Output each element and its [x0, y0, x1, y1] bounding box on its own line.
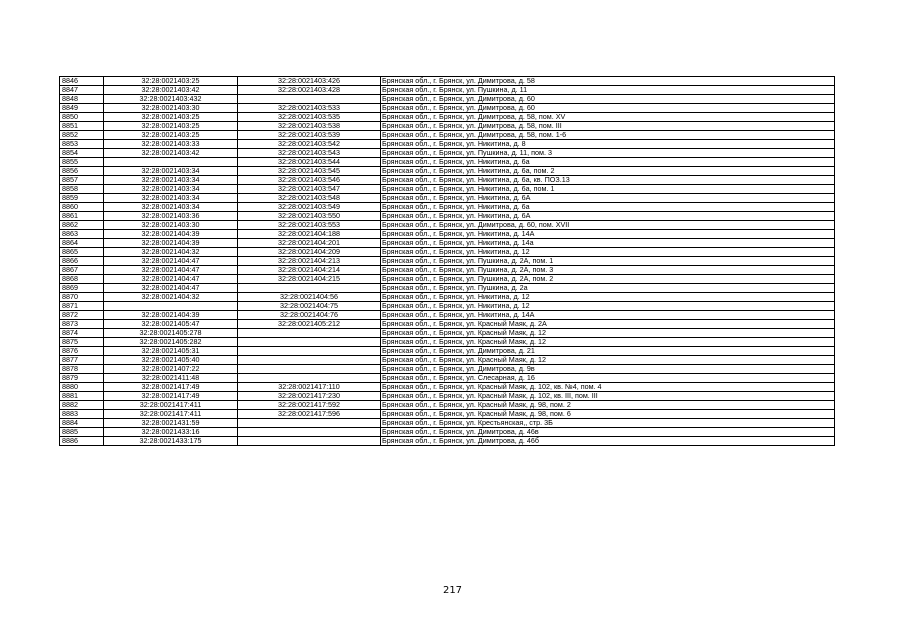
object-cadastral-number-cell: 32:28:0021403:533	[238, 104, 381, 113]
address-cell: Брянская обл., г. Брянск, ул. Пушкина, д. 2а	[381, 284, 835, 293]
table-row	[60, 311, 835, 320]
table-row	[60, 401, 835, 410]
object-cadastral-number-cell: 32:28:0021404:75	[238, 302, 381, 311]
address-cell: Брянская обл., г. Брянск, ул. Никитина, д. 6а	[381, 203, 835, 212]
cadastral-quarter-cell: 32:28:0021404:39	[104, 239, 238, 248]
object-cadastral-number-cell: 32:28:0021417:230	[238, 392, 381, 401]
object-cadastral-number-cell: 32:28:0021403:543	[238, 149, 381, 158]
address-cell: Брянская обл., г. Брянск, ул. Никитина, д. 14А	[381, 311, 835, 320]
address-cell: Брянская обл., г. Брянск, ул. Пушкина, д. 11, пом. 3	[381, 149, 835, 158]
table-row	[60, 149, 835, 158]
cadastral-quarter-cell: 32:28:0021404:32	[104, 248, 238, 257]
address-cell: Брянская обл., г. Брянск, ул. Никитина, д. 12	[381, 248, 835, 257]
address-cell: Брянская обл., г. Брянск, ул. Димитрова, д. 58, пом. 1-6	[381, 131, 835, 140]
cadastral-quarter-cell: 32:28:0021405:282	[104, 338, 238, 347]
object-cadastral-number-cell	[238, 338, 381, 347]
object-cadastral-number-cell: 32:28:0021403:548	[238, 194, 381, 203]
cadastral-quarter-cell: 32:28:0021417:49	[104, 392, 238, 401]
row-number-cell: 8876	[60, 347, 104, 356]
address-cell: Брянская обл., г. Брянск, ул. Красный Маяк, д. 98, пом. 2	[381, 401, 835, 410]
row-number-cell: 8849	[60, 104, 104, 113]
row-number-cell: 8855	[60, 158, 104, 167]
object-cadastral-number-cell: 32:28:0021403:549	[238, 203, 381, 212]
row-number-cell: 8869	[60, 284, 104, 293]
table-row	[60, 392, 835, 401]
table-row	[60, 293, 835, 302]
cadastral-quarter-cell: 32:28:0021404:39	[104, 230, 238, 239]
address-cell: Брянская обл., г. Брянск, ул. Красный Маяк, д. 12	[381, 356, 835, 365]
address-cell: Брянская обл., г. Брянск, ул. Никитина, д. 6А	[381, 194, 835, 203]
address-cell: Брянская обл., г. Брянск, ул. Димитрова, д. 58, пом. XV	[381, 113, 835, 122]
table-row	[60, 221, 835, 230]
row-number-cell: 8852	[60, 131, 104, 140]
object-cadastral-number-cell	[238, 347, 381, 356]
cadastral-quarter-cell: 32:28:0021403:34	[104, 203, 238, 212]
row-number-cell: 8854	[60, 149, 104, 158]
object-cadastral-number-cell: 32:28:0021403:544	[238, 158, 381, 167]
row-number-cell: 8885	[60, 428, 104, 437]
row-number-cell: 8873	[60, 320, 104, 329]
row-number-cell: 8881	[60, 392, 104, 401]
table-row	[60, 86, 835, 95]
cadastral-quarter-cell: 32:28:0021405:278	[104, 329, 238, 338]
table-row	[60, 176, 835, 185]
row-number-cell: 8851	[60, 122, 104, 131]
row-number-cell: 8860	[60, 203, 104, 212]
address-cell: Брянская обл., г. Брянск, ул. Никитина, д. 14а	[381, 239, 835, 248]
object-cadastral-number-cell: 32:28:0021404:76	[238, 311, 381, 320]
cadastral-quarter-cell: 32:28:0021403:34	[104, 167, 238, 176]
table-row	[60, 302, 835, 311]
table-row	[60, 374, 835, 383]
registry-table-body	[60, 77, 835, 446]
row-number-cell: 8862	[60, 221, 104, 230]
cadastral-quarter-cell: 32:28:0021403:34	[104, 185, 238, 194]
cadastral-quarter-cell: 32:28:0021433:175	[104, 437, 238, 446]
cadastral-quarter-cell: 32:28:0021403:30	[104, 221, 238, 230]
row-number-cell: 8875	[60, 338, 104, 347]
table-row	[60, 113, 835, 122]
row-number-cell: 8882	[60, 401, 104, 410]
address-cell: Брянская обл., г. Брянск, ул. Никитина, д. 14А	[381, 230, 835, 239]
table-row	[60, 158, 835, 167]
row-number-cell: 8858	[60, 185, 104, 194]
table-row	[60, 365, 835, 374]
table-row	[60, 185, 835, 194]
cadastral-quarter-cell: 32:28:0021404:47	[104, 257, 238, 266]
table-row	[60, 410, 835, 419]
table-row	[60, 77, 835, 86]
cadastral-quarter-cell: 32:28:0021405:40	[104, 356, 238, 365]
table-row	[60, 419, 835, 428]
object-cadastral-number-cell: 32:28:0021417:110	[238, 383, 381, 392]
row-number-cell: 8871	[60, 302, 104, 311]
table-row	[60, 428, 835, 437]
cadastral-quarter-cell: 32:28:0021417:49	[104, 383, 238, 392]
address-cell: Брянская обл., г. Брянск, ул. Красный Маяк, д. 12	[381, 329, 835, 338]
address-cell: Брянская обл., г. Брянск, ул. Пушкина, д. 2А, пом. 1	[381, 257, 835, 266]
object-cadastral-number-cell: 32:28:0021403:542	[238, 140, 381, 149]
table-row	[60, 95, 835, 104]
cadastral-quarter-cell: 32:28:0021403:25	[104, 131, 238, 140]
object-cadastral-number-cell: 32:28:0021403:546	[238, 176, 381, 185]
address-cell: Брянская обл., г. Брянск, ул. Димитрова, д. 58	[381, 77, 835, 86]
row-number-cell: 8877	[60, 356, 104, 365]
address-cell: Брянская обл., г. Брянск, ул. Димитрова, д. 60, пом. XVII	[381, 221, 835, 230]
row-number-cell: 8856	[60, 167, 104, 176]
row-number-cell: 8868	[60, 275, 104, 284]
cadastral-quarter-cell	[104, 158, 238, 167]
table-row	[60, 284, 835, 293]
cadastral-quarter-cell: 32:28:0021403:432	[104, 95, 238, 104]
row-number-cell: 8884	[60, 419, 104, 428]
row-number-cell: 8880	[60, 383, 104, 392]
row-number-cell: 8872	[60, 311, 104, 320]
row-number-cell: 8878	[60, 365, 104, 374]
row-number-cell: 8859	[60, 194, 104, 203]
address-cell: Брянская обл., г. Брянск, ул. Димитрова, д. 60	[381, 104, 835, 113]
object-cadastral-number-cell	[238, 437, 381, 446]
address-cell: Брянская обл., г. Брянск, ул. Димитрова, д. 9в	[381, 365, 835, 374]
cadastral-quarter-cell: 32:28:0021403:42	[104, 149, 238, 158]
object-cadastral-number-cell: 32:28:0021403:426	[238, 77, 381, 86]
table-row	[60, 266, 835, 275]
object-cadastral-number-cell: 32:28:0021403:553	[238, 221, 381, 230]
row-number-cell: 8857	[60, 176, 104, 185]
cadastral-quarter-cell: 32:28:0021433:16	[104, 428, 238, 437]
address-cell: Брянская обл., г. Брянск, ул. Пушкина, д. 11	[381, 86, 835, 95]
object-cadastral-number-cell	[238, 428, 381, 437]
cadastral-quarter-cell: 32:28:0021404:47	[104, 266, 238, 275]
cadastral-quarter-cell: 32:28:0021403:34	[104, 194, 238, 203]
object-cadastral-number-cell: 32:28:0021417:596	[238, 410, 381, 419]
table-row	[60, 437, 835, 446]
object-cadastral-number-cell: 32:28:0021404:214	[238, 266, 381, 275]
object-cadastral-number-cell: 32:28:0021405:212	[238, 320, 381, 329]
address-cell: Брянская обл., г. Брянск, ул. Пушкина, д. 2А, пом. 3	[381, 266, 835, 275]
address-cell: Брянская обл., г. Брянск, ул. Красный Маяк, д. 2А	[381, 320, 835, 329]
address-cell: Брянская обл., г. Брянск, ул. Красный Маяк, д. 102, кв. №4, пом. 4	[381, 383, 835, 392]
cadastral-quarter-cell: 32:28:0021407:22	[104, 365, 238, 374]
object-cadastral-number-cell: 32:28:0021404:201	[238, 239, 381, 248]
row-number-cell: 8848	[60, 95, 104, 104]
address-cell: Брянская обл., г. Брянск, ул. Димитрова, д. 58, пом. III	[381, 122, 835, 131]
registry-table	[59, 76, 835, 446]
cadastral-quarter-cell: 32:28:0021404:47	[104, 275, 238, 284]
cadastral-quarter-cell: 32:28:0021411:48	[104, 374, 238, 383]
cadastral-quarter-cell: 32:28:0021403:34	[104, 176, 238, 185]
table-row	[60, 275, 835, 284]
address-cell: Брянская обл., г. Брянск, ул. Димитрова, д. 60	[381, 95, 835, 104]
object-cadastral-number-cell: 32:28:0021404:188	[238, 230, 381, 239]
row-number-cell: 8863	[60, 230, 104, 239]
table-row	[60, 140, 835, 149]
cadastral-quarter-cell	[104, 302, 238, 311]
page-number: 217	[442, 585, 463, 596]
object-cadastral-number-cell: 32:28:0021403:545	[238, 167, 381, 176]
address-cell: Брянская обл., г. Брянск, ул. Никитина, д. 6а, кв. ПОЗ.13	[381, 176, 835, 185]
cadastral-quarter-cell: 32:28:0021403:25	[104, 122, 238, 131]
table-row	[60, 248, 835, 257]
address-cell: Брянская обл., г. Брянск, ул. Никитина, д. 6А	[381, 212, 835, 221]
address-cell: Брянская обл., г. Брянск, ул. Никитина, д. 6а, пом. 2	[381, 167, 835, 176]
object-cadastral-number-cell: 32:28:0021404:56	[238, 293, 381, 302]
cadastral-quarter-cell: 32:28:0021403:25	[104, 77, 238, 86]
cadastral-quarter-cell: 32:28:0021417:411	[104, 401, 238, 410]
address-cell: Брянская обл., г. Брянск, ул. Слесарная, д. 16	[381, 374, 835, 383]
table-row	[60, 329, 835, 338]
object-cadastral-number-cell: 32:28:0021404:215	[238, 275, 381, 284]
table-row	[60, 356, 835, 365]
object-cadastral-number-cell: 32:28:0021417:592	[238, 401, 381, 410]
row-number-cell: 8886	[60, 437, 104, 446]
object-cadastral-number-cell	[238, 95, 381, 104]
object-cadastral-number-cell: 32:28:0021404:209	[238, 248, 381, 257]
address-cell: Брянская обл., г. Брянск, ул. Красный Маяк, д. 12	[381, 338, 835, 347]
row-number-cell: 8866	[60, 257, 104, 266]
row-number-cell: 8846	[60, 77, 104, 86]
object-cadastral-number-cell	[238, 365, 381, 374]
address-cell: Брянская обл., г. Брянск, ул. Крестьянская,, стр. 3Б	[381, 419, 835, 428]
table-row	[60, 239, 835, 248]
address-cell: Брянская обл., г. Брянск, ул. Димитрова, д. 21	[381, 347, 835, 356]
table-row	[60, 122, 835, 131]
row-number-cell: 8870	[60, 293, 104, 302]
object-cadastral-number-cell: 32:28:0021403:538	[238, 122, 381, 131]
cadastral-quarter-cell: 32:28:0021405:31	[104, 347, 238, 356]
address-cell: Брянская обл., г. Брянск, ул. Никитина, д. 12	[381, 293, 835, 302]
cadastral-quarter-cell: 32:28:0021403:36	[104, 212, 238, 221]
cadastral-quarter-cell: 32:28:0021403:42	[104, 86, 238, 95]
cadastral-quarter-cell: 32:28:0021403:25	[104, 113, 238, 122]
table-row	[60, 347, 835, 356]
address-cell: Брянская обл., г. Брянск, ул. Пушкина, д. 2А, пом. 2	[381, 275, 835, 284]
row-number-cell: 8853	[60, 140, 104, 149]
table-row	[60, 230, 835, 239]
row-number-cell: 8883	[60, 410, 104, 419]
object-cadastral-number-cell: 32:28:0021403:539	[238, 131, 381, 140]
cadastral-quarter-cell: 32:28:0021417:411	[104, 410, 238, 419]
address-cell: Брянская обл., г. Брянск, ул. Димитрова, д. 46в	[381, 428, 835, 437]
row-number-cell: 8874	[60, 329, 104, 338]
cadastral-quarter-cell: 32:28:0021404:39	[104, 311, 238, 320]
table-row	[60, 257, 835, 266]
table-row	[60, 338, 835, 347]
object-cadastral-number-cell	[238, 374, 381, 383]
table-row	[60, 320, 835, 329]
table-row	[60, 194, 835, 203]
address-cell: Брянская обл., г. Брянск, ул. Красный Маяк, д. 102, кв. III, пом. III	[381, 392, 835, 401]
table-row	[60, 212, 835, 221]
object-cadastral-number-cell	[238, 329, 381, 338]
address-cell: Брянская обл., г. Брянск, ул. Красный Маяк, д. 98, пом. 6	[381, 410, 835, 419]
address-cell: Брянская обл., г. Брянск, ул. Никитина, д. 6а, пом. 1	[381, 185, 835, 194]
address-cell: Брянская обл., г. Брянск, ул. Димитрова, д. 46б	[381, 437, 835, 446]
object-cadastral-number-cell: 32:28:0021403:547	[238, 185, 381, 194]
object-cadastral-number-cell: 32:28:0021403:535	[238, 113, 381, 122]
cadastral-quarter-cell: 32:28:0021431:59	[104, 419, 238, 428]
cadastral-quarter-cell: 32:28:0021404:32	[104, 293, 238, 302]
table-row	[60, 104, 835, 113]
object-cadastral-number-cell	[238, 356, 381, 365]
object-cadastral-number-cell: 32:28:0021403:428	[238, 86, 381, 95]
address-cell: Брянская обл., г. Брянск, ул. Никитина, д. 8	[381, 140, 835, 149]
cadastral-quarter-cell: 32:28:0021404:47	[104, 284, 238, 293]
row-number-cell: 8861	[60, 212, 104, 221]
cadastral-quarter-cell: 32:28:0021403:33	[104, 140, 238, 149]
row-number-cell: 8865	[60, 248, 104, 257]
cadastral-quarter-cell: 32:28:0021403:30	[104, 104, 238, 113]
row-number-cell: 8864	[60, 239, 104, 248]
row-number-cell: 8847	[60, 86, 104, 95]
table-row	[60, 131, 835, 140]
object-cadastral-number-cell: 32:28:0021403:550	[238, 212, 381, 221]
object-cadastral-number-cell: 32:28:0021404:213	[238, 257, 381, 266]
row-number-cell: 8879	[60, 374, 104, 383]
row-number-cell: 8850	[60, 113, 104, 122]
address-cell: Брянская обл., г. Брянск, ул. Никитина, д. 12	[381, 302, 835, 311]
row-number-cell: 8867	[60, 266, 104, 275]
table-row	[60, 203, 835, 212]
object-cadastral-number-cell	[238, 284, 381, 293]
cadastral-quarter-cell: 32:28:0021405:47	[104, 320, 238, 329]
object-cadastral-number-cell	[238, 419, 381, 428]
table-row	[60, 383, 835, 392]
address-cell: Брянская обл., г. Брянск, ул. Никитина, д. 6а	[381, 158, 835, 167]
table-row	[60, 167, 835, 176]
